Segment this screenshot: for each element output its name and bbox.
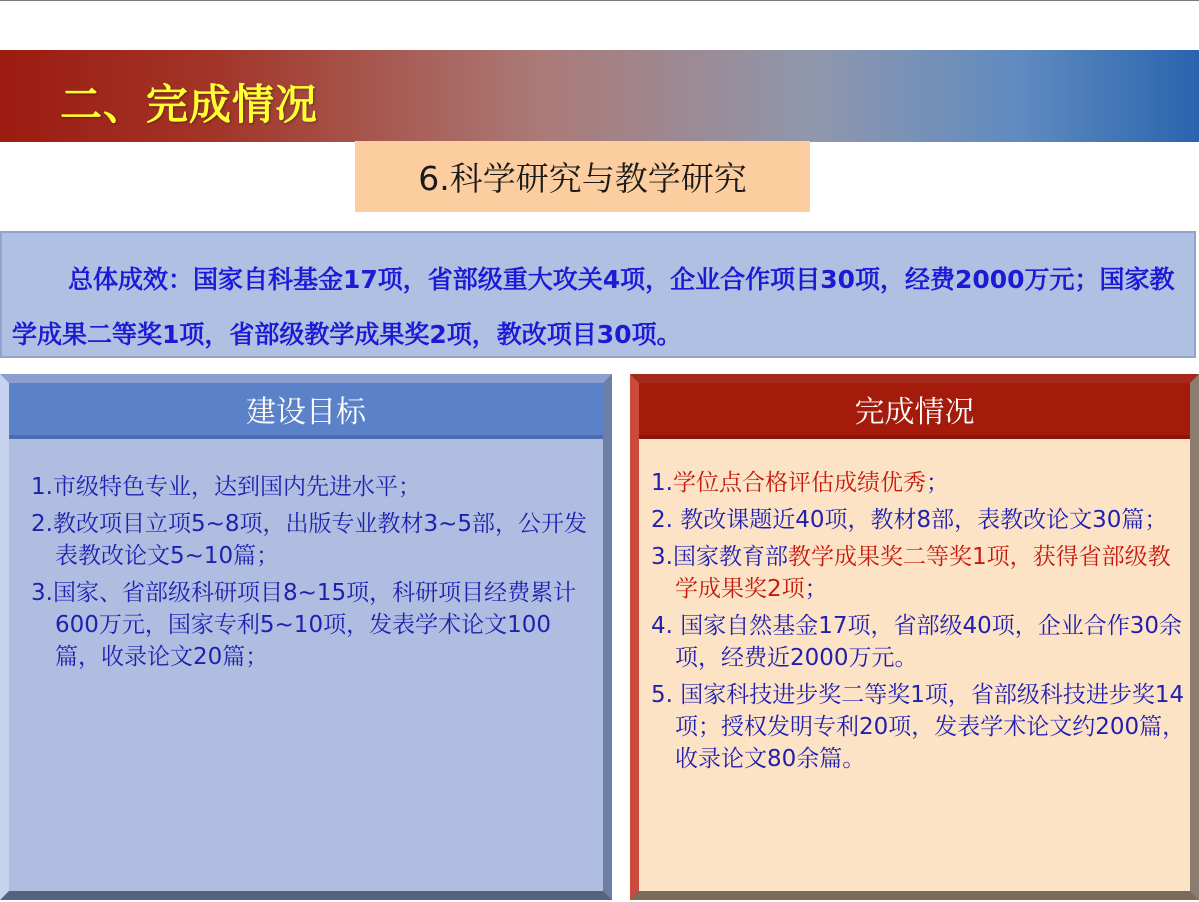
result-item: 2. 教改课题近40项，教材8部，表教改论文30篇； (651, 507, 1168, 533)
summary-box (0, 231, 1196, 358)
goal-item: 1.市级特色专业，达到国内先进水平； (31, 474, 421, 500)
section-banner (0, 50, 1199, 142)
result-item: 1.学位点合格评估成绩优秀； (651, 470, 949, 496)
result-highlight: 学位点合格评估成绩优秀 (672, 470, 926, 496)
subtitle: 6.科学研究与教学研究 (418, 159, 747, 198)
result-highlight: 教学成果奖二等奖1项，获得省部级教学成果奖2项 (675, 544, 1171, 602)
subtitle-box (355, 141, 810, 212)
result-item: 4. 国家自然基金17项，省部级40项，企业合作30余项，经费近2000万元。 (651, 613, 1183, 671)
goals-header (9, 383, 603, 439)
result-item: 3.国家教育部教学成果奖二等奖1项，获得省部级教学成果奖2项； (651, 544, 1171, 602)
summary-text: 总体成效：国家自科基金17项，省部级重大攻关4项，企业合作项目30项，经费2000万元；国家教学成果二等奖1项，省部级教学成果奖2项，教改项目30项。 (12, 265, 1175, 349)
goals-list (31, 471, 591, 678)
goal-item: 3.国家、省部级科研项目8~15项，科研项目经费累计600万元，国家专利5~10项，发表学术论文100篇，收录论文20篇； (31, 580, 577, 670)
results-header-label: 完成情况 (854, 395, 975, 430)
goals-header-label: 建设目标 (246, 395, 366, 430)
result-item: 5. 国家科技进步奖二等奖1项，省部级科技进步奖14项；授权发明专利20项，发表学术论文约200篇，收录论文80余篇。 (651, 682, 1186, 772)
section-title: 二、完成情况 (60, 80, 319, 129)
results-header (639, 383, 1190, 439)
top-rule (0, 0, 1199, 1)
goal-item: 2.教改项目立项5~8项，出版专业教材3~5部，公开发表教改论文5~10篇； (31, 511, 588, 569)
results-list (651, 467, 1191, 780)
goals-panel (0, 374, 612, 900)
results-panel (630, 374, 1199, 900)
